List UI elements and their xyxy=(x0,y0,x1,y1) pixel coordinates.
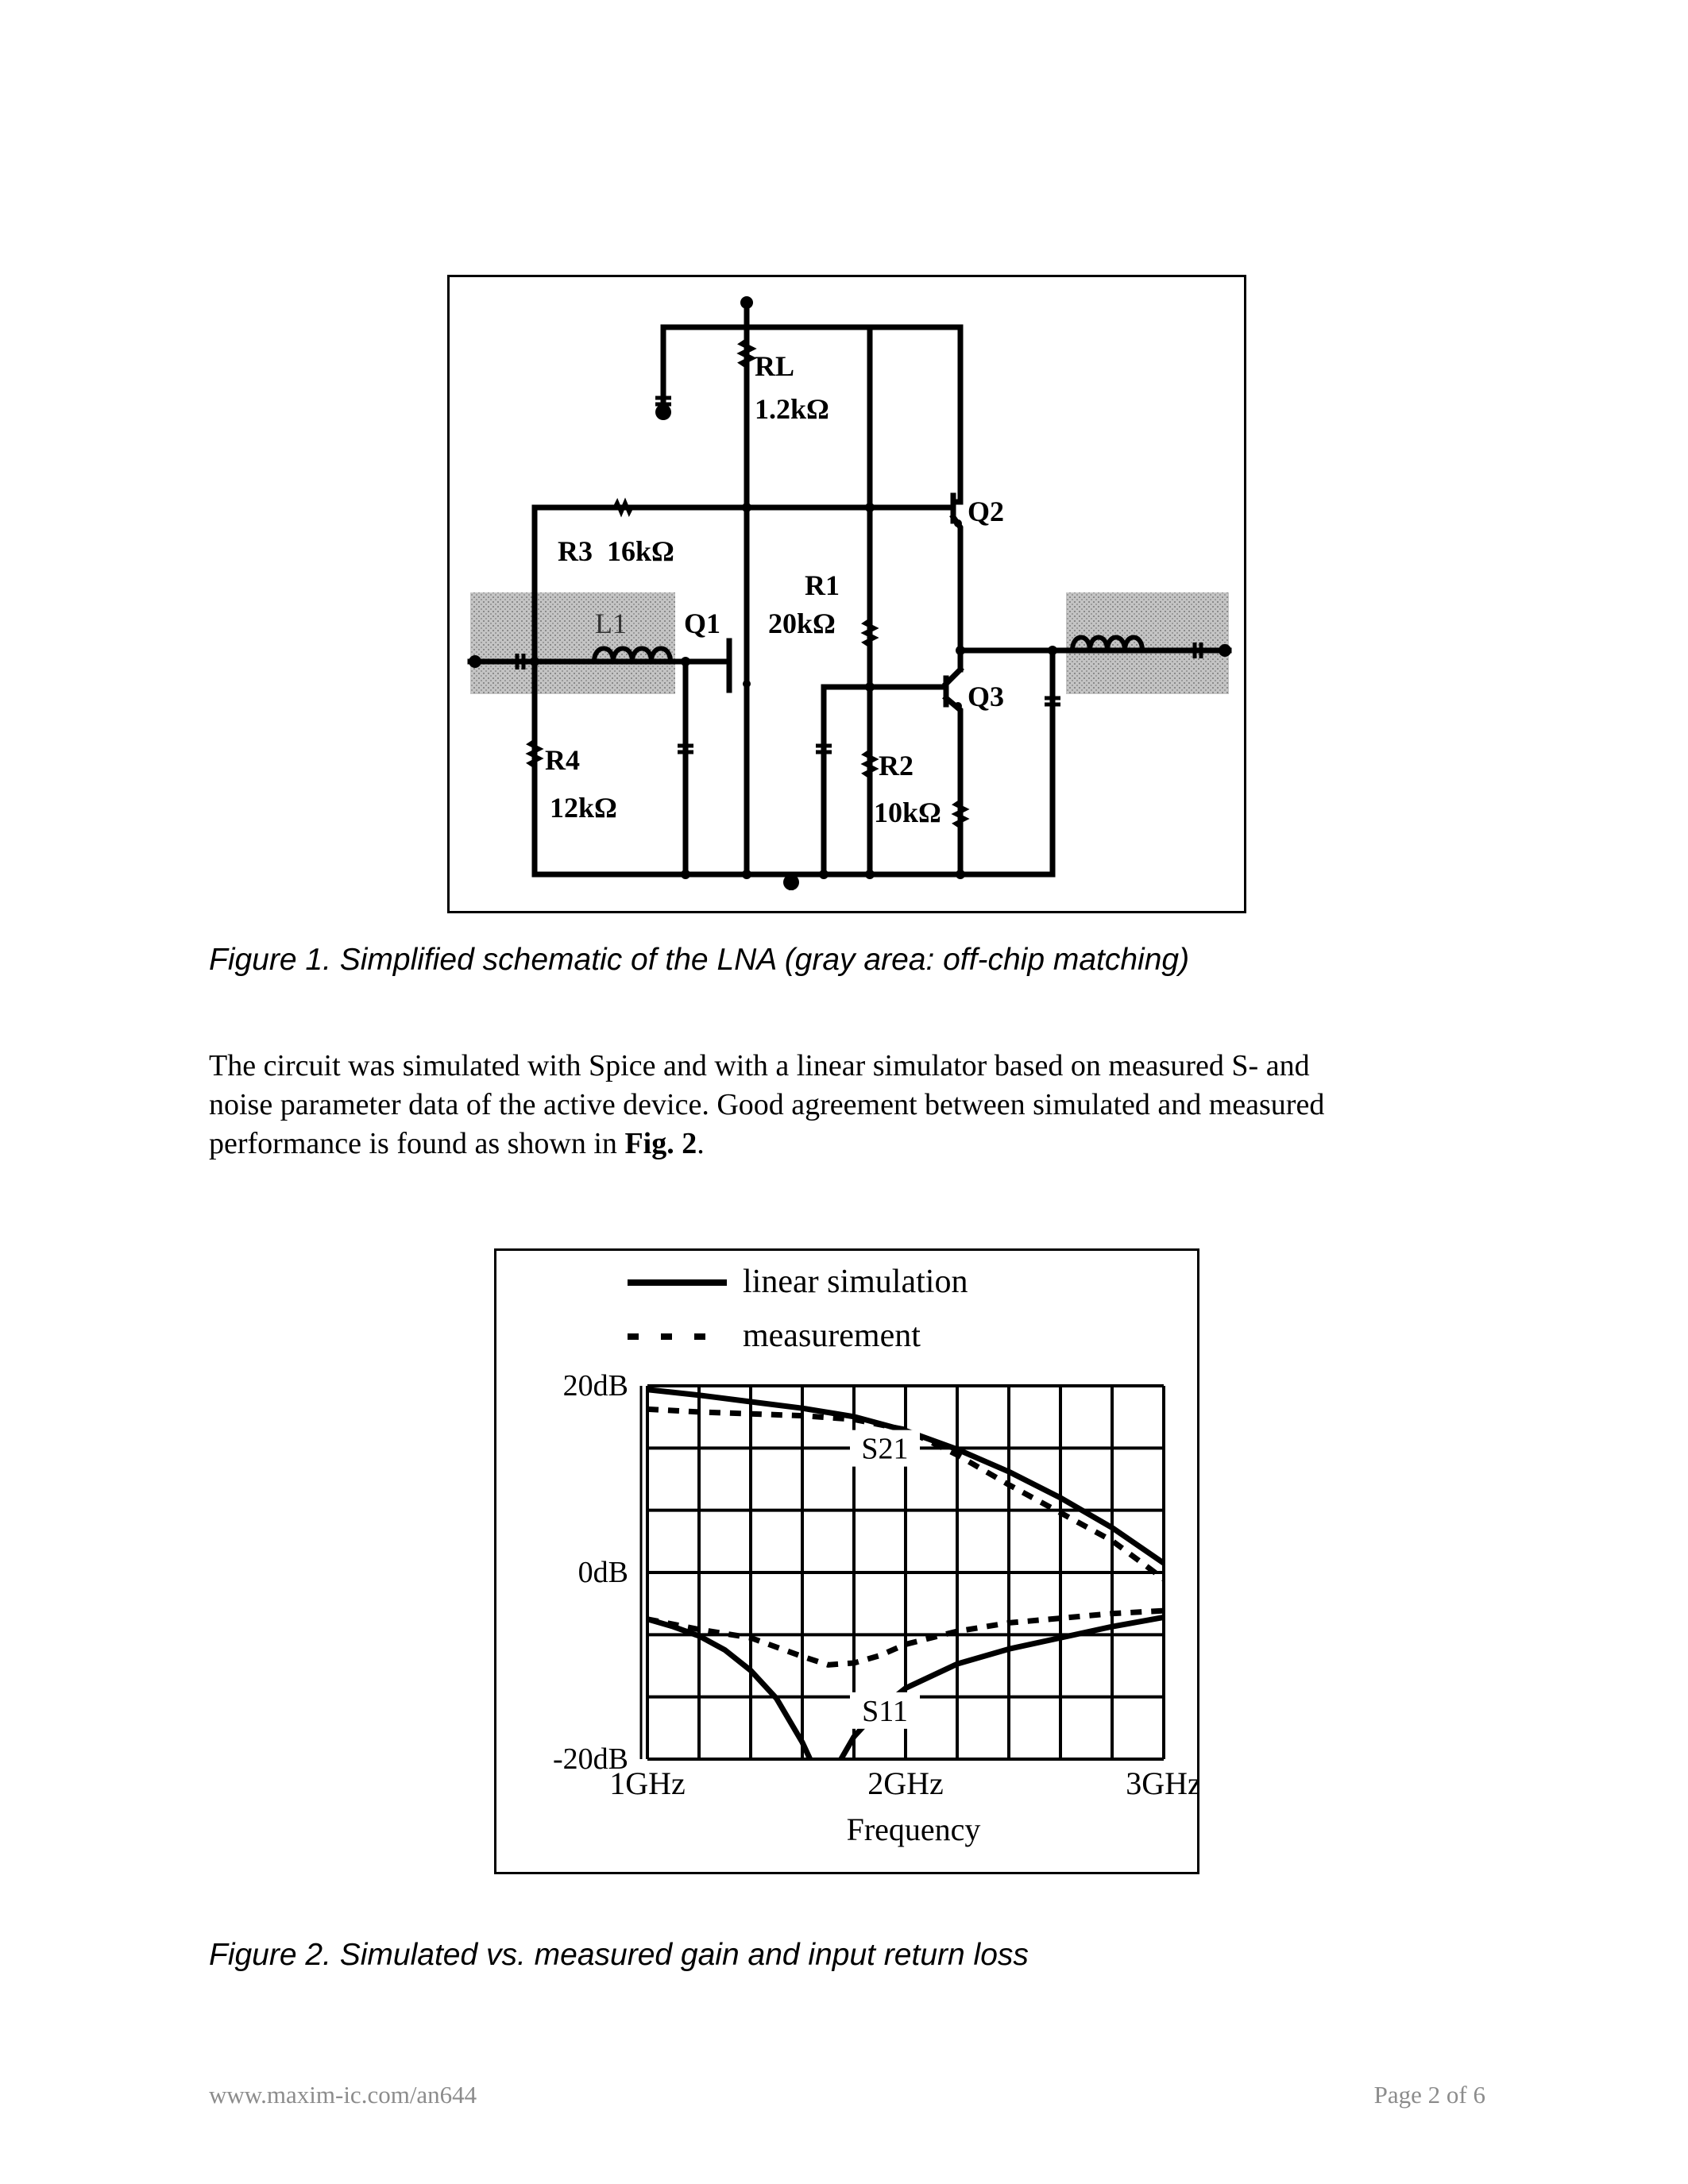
y-tick-label: 20dB xyxy=(562,1369,628,1403)
resistor-r3 xyxy=(615,503,632,512)
curve-annotation-s11: S11 xyxy=(862,1694,908,1728)
label-r2-name: R2 xyxy=(879,750,914,781)
footer-page-number: Page 2 of 6 xyxy=(1373,2081,1485,2109)
gain-return-loss-chart xyxy=(496,1251,1197,1872)
x-axis-label: Frequency xyxy=(846,1812,981,1847)
label-l1: L1 xyxy=(595,608,627,639)
label-rl-name: RL xyxy=(755,350,795,382)
figure-2-reference: Fig. 2 xyxy=(624,1127,697,1160)
label-r4-name: R4 xyxy=(545,744,580,776)
y-tick-label: -20dB xyxy=(553,1742,628,1776)
transistor-arrow-q1 xyxy=(743,680,751,688)
legend-label-linear-simulation: linear simulation xyxy=(743,1264,968,1300)
label-r4-value: 12kΩ xyxy=(550,792,617,824)
label-r1-value: 20kΩ xyxy=(768,608,836,639)
footer-url[interactable]: www.maxim-ic.com/an644 xyxy=(209,2081,477,2109)
x-tick-label: 2GHz xyxy=(867,1765,944,1801)
lna-schematic-diagram xyxy=(450,277,1244,911)
resistor-rl xyxy=(742,341,751,366)
paragraph-line-3-end: . xyxy=(697,1127,705,1160)
figure-1-caption: Figure 1. Simplified schematic of the LNA (gray area: off-chip matching) xyxy=(209,943,1190,977)
legend-label-measurement: measurement xyxy=(743,1318,921,1354)
label-q2: Q2 xyxy=(968,496,1005,527)
paragraph-line-3-text: performance is found as shown in xyxy=(209,1127,625,1160)
capacitor-symbols xyxy=(517,398,1201,752)
label-r1-name: R1 xyxy=(805,569,840,601)
label-r2-value: 10kΩ xyxy=(874,797,941,828)
curve-annotation-s21: S21 xyxy=(861,1432,909,1466)
x-tick-label: 3GHz xyxy=(1126,1765,1197,1801)
x-tick-label: 1GHz xyxy=(609,1765,686,1801)
figure-2-chart xyxy=(494,1248,1199,1874)
paragraph-line-1: The circuit was simulated with Spice and with a linear simulator based on measured S- and xyxy=(209,1049,1310,1082)
series-s11-simulation-right xyxy=(841,1617,1164,1759)
label-r3: R3 16kΩ xyxy=(558,535,674,567)
label-q3: Q3 xyxy=(968,681,1005,712)
label-q1: Q1 xyxy=(684,608,721,639)
transistor-arrow-q2 xyxy=(954,519,962,527)
y-tick-label: 0dB xyxy=(577,1556,628,1589)
figure-1-schematic xyxy=(447,275,1246,913)
figure-2-caption: Figure 2. Simulated vs. measured gain and input return loss xyxy=(209,1938,1029,1972)
paragraph-line-3 xyxy=(209,1125,1480,1163)
schematic-wires xyxy=(470,301,1229,874)
transistor-arrow-q3 xyxy=(954,702,962,710)
series-s11-simulation-left xyxy=(647,1619,810,1759)
body-paragraph xyxy=(209,1047,1480,1163)
label-rl-value: 1.2kΩ xyxy=(755,393,829,425)
off-chip-input-match-area xyxy=(470,592,675,694)
paragraph-line-2: noise parameter data of the active device. Good agreement between simulated and measured xyxy=(209,1088,1325,1121)
